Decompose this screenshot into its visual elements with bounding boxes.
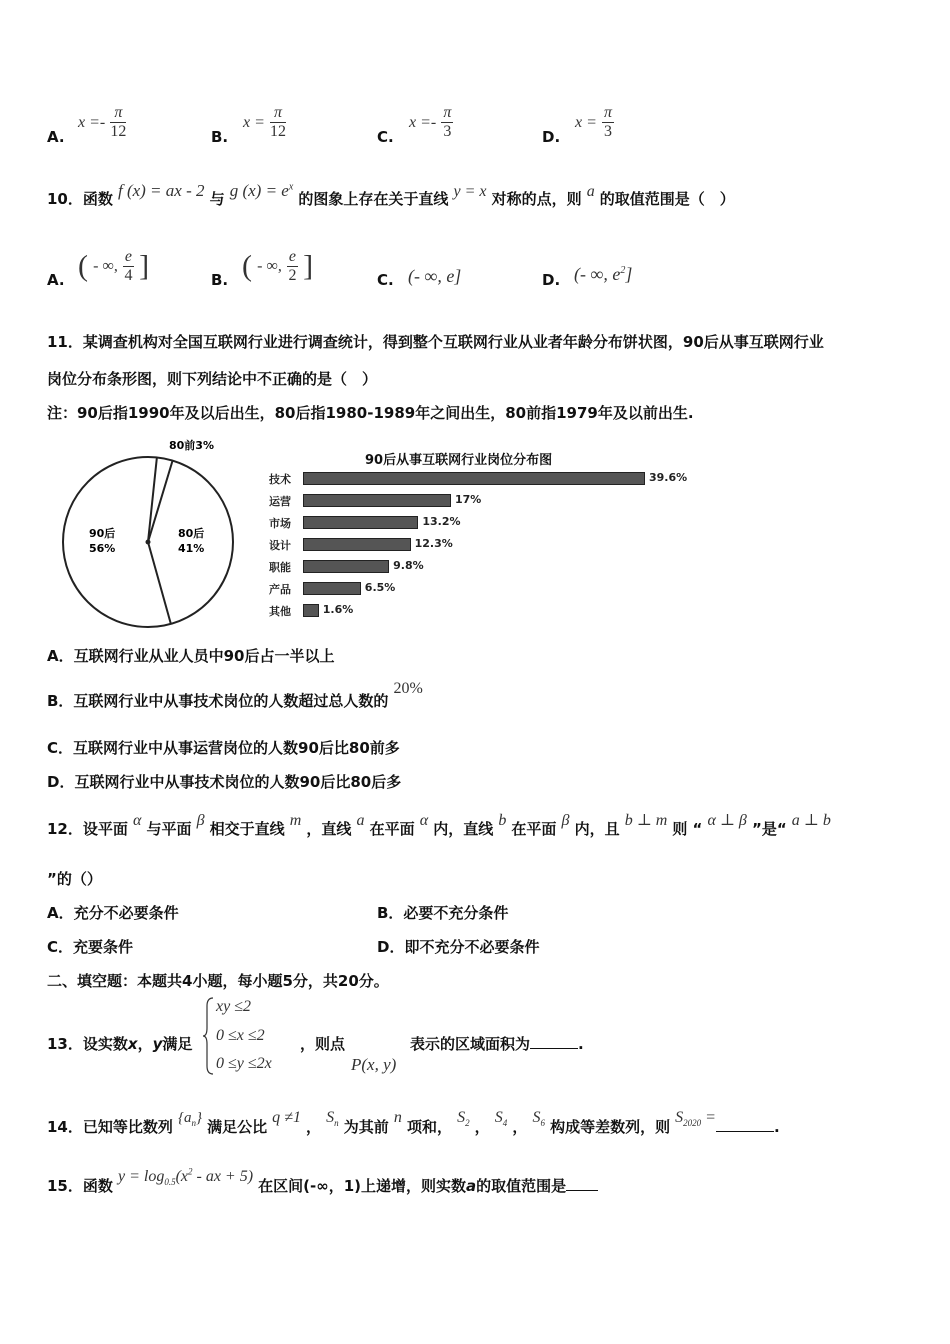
q10-stem: 10．函数 f (x) = ax - 2 与 g $(x) = e^x$ 的图象上存在关于直线 y = x 对称的点，则 a 的取值范围是（ ）	[47, 181, 735, 208]
q13-ineq-2: 0 ≤x ≤2	[216, 1027, 265, 1044]
bar-value-label: 17%	[454, 493, 482, 506]
q12-option-a: A．充分不必要条件	[47, 904, 179, 922]
q11-stem-line2: 岗位分布条形图，则下列结论中不正确的是（ ）	[47, 370, 378, 388]
bar-value-label: 1.6%	[322, 603, 354, 616]
bar-category-label: 设计	[269, 539, 291, 552]
pie-label-80-name: 80后	[178, 527, 205, 540]
q10-option-a-expr: ( - ∞, $\frac{e}{4}$ ]	[78, 248, 150, 284]
bar	[303, 560, 389, 573]
q14-stem: 14．已知等比数列 $\{a_n\}$ 满足公比 q ≠1 ， $S_n$ 为其前 n 项和， $S_2$ ， $S_4$ ， $S_6$ 构成等差数列，则 $S_{2020}$ =.	[47, 1109, 780, 1136]
q11-option-d: D．互联网行业中从事技术岗位的人数90后比80后多	[47, 773, 402, 791]
bar-value-label: 9.8%	[393, 559, 424, 572]
q10-option-a-label: A.	[47, 271, 65, 289]
bar-category-label: 市场	[269, 517, 291, 530]
q9-option-a-label: A.	[47, 128, 65, 146]
q10-option-b-label: B.	[211, 271, 229, 289]
q9-option-d-label: D.	[542, 128, 561, 146]
bar	[303, 538, 411, 551]
pie-label-90-value: 56%	[89, 542, 116, 555]
bar-chart	[265, 466, 705, 626]
bar-category-label: 技术	[269, 473, 291, 486]
bar-category-label: 运营	[269, 495, 291, 508]
q13-stem-c: 表示的区域面积为 .	[410, 1035, 584, 1053]
bar-category-label: 职能	[269, 561, 291, 574]
bar-value-label: 6.5%	[364, 581, 396, 594]
q13-point: P(x, y)	[351, 1055, 397, 1074]
q10-option-d-expr: (- ∞, $e^2$]	[574, 264, 633, 284]
pie-chart	[60, 435, 250, 630]
q10-option-c-label: C.	[377, 271, 394, 289]
q10-option-c-expr: (- ∞, e]	[408, 266, 462, 286]
q13-stem-a: 13．设实数x，y满足	[47, 1035, 193, 1053]
q11-option-c: C．互联网行业中从事运营岗位的人数90后比80前多	[47, 739, 400, 757]
bar-category-label: 其他	[269, 605, 291, 618]
q15-stem: 15．函数 $y = \log_{0.5}(x^2$ - ax + 5) 在区间(-∞，1)上递增，则实数a的取值范围是	[47, 1175, 598, 1197]
q9-option-a-expr: x =- $\frac{\pi}{12}$	[78, 104, 127, 140]
q9-option-b-expr: x = $\frac{\pi}{12}$	[243, 104, 286, 140]
q13-brace	[203, 996, 215, 1076]
pie-label-80before: 80前3%	[169, 439, 214, 452]
q10-option-d-label: D.	[542, 271, 561, 289]
bar	[303, 472, 645, 485]
bar-value-label: 12.3%	[414, 537, 453, 550]
q11-option-b: B．互联网行业中从事技术岗位的人数超过总人数的 20%	[47, 680, 423, 710]
q13-ineq-3: 0 ≤y ≤2x	[216, 1055, 272, 1072]
q10-option-b-expr: ( - ∞, $\frac{e}{2}$ ]	[242, 248, 314, 284]
q11-option-a: A．互联网行业从业人员中90后占一半以上	[47, 647, 335, 665]
pie-center	[146, 540, 151, 545]
q14-answer-blank[interactable]	[716, 1131, 774, 1132]
q12-stem: 12．设平面 α 与平面 β 相交于直线 m ，直线 a 在平面 α 内，直线 b 在平面 β 内，且 b ⊥ m 则 “ α ⊥ β ”是“ a ⊥ b	[47, 812, 831, 838]
bar-chart-title: 90后从事互联网行业岗位分布图	[365, 453, 553, 468]
bar	[303, 516, 418, 529]
q13-ineq-1: xy ≤2	[216, 998, 251, 1015]
q12-option-b: B．必要不充分条件	[377, 904, 509, 922]
q9-option-b-label: B.	[211, 128, 229, 146]
section-2-heading: 二、填空题：本题共4小题，每小题5分，共20分。	[47, 972, 389, 990]
bar-value-label: 13.2%	[422, 515, 461, 528]
bar	[303, 582, 361, 595]
q9-option-c-expr: x =- $\frac{\pi}{3}$	[409, 104, 452, 140]
q9-option-d-expr: x = $\frac{\pi}{3}$	[575, 104, 613, 140]
pie-label-80-value: 41%	[178, 542, 205, 555]
q9-option-c-label: C.	[377, 128, 394, 146]
q13-answer-blank[interactable]	[530, 1048, 578, 1049]
pie-label-90-name: 90后	[89, 527, 116, 540]
q15-answer-blank[interactable]	[566, 1190, 598, 1191]
q13-stem-b: ，则点	[300, 1035, 346, 1053]
q12-option-d: D．即不充分不必要条件	[377, 938, 540, 956]
q12-stem-end: ”的（）	[47, 870, 102, 888]
bar-category-label: 产品	[269, 583, 291, 596]
bar-value-label: 39.6%	[649, 471, 688, 484]
q12-option-c: C．充要条件	[47, 938, 134, 956]
bar	[303, 604, 319, 617]
q11-note: 注：90后指1990年及以后出生，80后指1980-1989年之间出生，80前指1979年及以前出生.	[47, 404, 694, 422]
bar	[303, 494, 451, 507]
q11-stem-line1: 11．某调查机构对全国互联网行业进行调查统计，得到整个互联网行业从业者年龄分布饼状图，90后从事互联网行业	[47, 333, 824, 351]
